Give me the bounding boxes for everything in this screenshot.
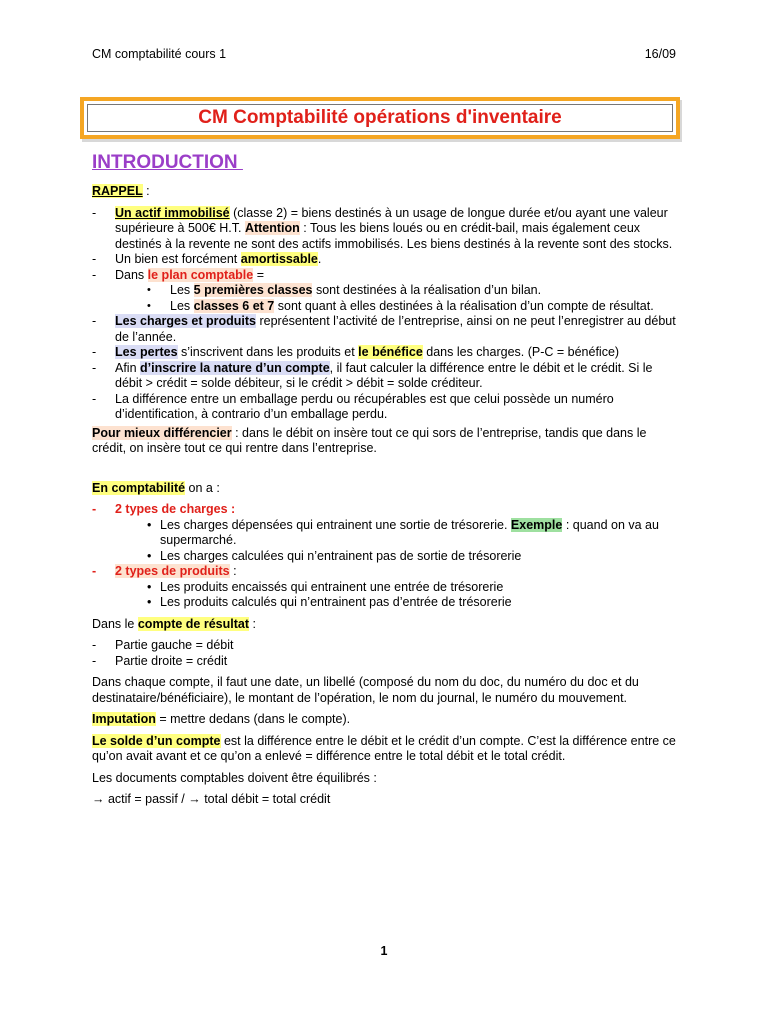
list-item-types-produits <box>92 564 682 580</box>
dash-marker: - <box>92 564 97 578</box>
term-en-comptabilite: En comptabilité <box>92 480 186 495</box>
text: Afin <box>115 360 141 375</box>
dash-marker: - <box>92 345 97 359</box>
text: s’inscrivent dans les produits et <box>177 345 359 359</box>
term-plan-comptable: le plan comptable <box>147 267 254 282</box>
page-header <box>92 47 676 65</box>
page-number: 1 <box>380 944 388 958</box>
text: , il faut calculer la différence entre le débit et le crédit. Si le débit > crédit = solde débiteur, si le crédit > débit = solde créditeur. <box>115 360 653 390</box>
text: . <box>317 252 322 266</box>
text: Les produits encaissés qui entrainent une entrée de trésorerie <box>160 579 504 594</box>
text: (classe 2) = biens destinés à un usage de longue durée et/ou ayant une valeur supérieure à 500€ H.T. <box>115 205 668 235</box>
bullet-item-classes5 <box>92 283 682 299</box>
list-item-amortissable <box>92 252 682 268</box>
introduction-heading: INTRODUCTION <box>92 152 243 173</box>
text: Les <box>170 298 194 313</box>
text: on a : <box>185 480 220 495</box>
text: est la différence entre le débit et le crédit d’un compte. C’est la différence entre ce qu’on avait avant et ce qu’on a enlevé = différence entre le total débit et le total crédit. <box>92 733 676 763</box>
text: : <box>229 564 237 578</box>
term-nature-compte: d’inscrire la nature d’un compte <box>140 360 330 375</box>
header-course-title: CM comptabilité cours 1 <box>92 47 227 61</box>
text: Les produits calculés qui n’entrainent pas d’entrée de trésorerie <box>160 595 512 609</box>
title-box <box>80 97 680 139</box>
list-item-plan <box>92 268 682 284</box>
text: Les charges dépensées qui entrainent une sortie de trésorerie. <box>160 517 511 532</box>
text: Un bien est forcément <box>115 252 241 266</box>
term-charges-produits: Les charges et produits <box>115 314 257 328</box>
dash-marker: - <box>92 502 97 516</box>
paragraph-imputation <box>92 712 682 728</box>
dash-marker: - <box>92 205 97 220</box>
dash-marker: - <box>92 638 97 652</box>
dash-marker: - <box>92 314 97 328</box>
term-differencier: Pour mieux différencier <box>92 425 232 440</box>
paragraph-differencier <box>92 426 682 457</box>
dash-marker: - <box>92 267 97 282</box>
list-item-gauche <box>92 638 682 654</box>
text: = mettre dedans (dans le compte). <box>155 712 351 726</box>
text: sont destinées à la réalisation d’un bilan. <box>312 283 542 297</box>
term-classes-6-7: classes 6 et 7 <box>193 298 275 313</box>
bullet-marker: • <box>147 517 152 532</box>
list-item-emballage <box>92 392 682 423</box>
list-item-types-charges <box>92 502 682 518</box>
text: Dans le <box>92 616 138 631</box>
text: : dans le débit on insère tout ce qui sors de l’entreprise, tandis que dans le crédit, on insère tout ce qui rentre dans l’entreprise. <box>92 425 647 455</box>
text: Dans <box>115 267 148 282</box>
text: dans les charges. (P-C = bénéfice) <box>422 345 620 359</box>
list-item-charges <box>92 314 682 345</box>
paragraph-chaque-compte: Dans chaque compte, il faut une date, un libellé (composé du nom du doc, du numéro du doc et du destinataire/bénéficiaire), le montant de l’opération, le nom du journal, le numéro du mouvement. <box>92 675 639 705</box>
text: : Tous les biens loués ou en crédit-bail, mais également ceux destinés à la revente ne sont des actifs immobilisés. Les biens destinés à la revente sont des stocks. <box>115 221 673 251</box>
bullet-item-classes67 <box>92 299 682 315</box>
term-benefice: le bénéfice <box>358 345 423 359</box>
text: : quand on va au supermarché. <box>160 517 659 547</box>
bullet-item-produit-calcule <box>92 595 682 611</box>
bullet-item-charge-calculee <box>92 549 682 565</box>
term-pertes: Les pertes <box>115 345 178 359</box>
paragraph-en-comptabilite <box>92 481 682 497</box>
paragraph-equation: → actif = passif / → total débit = total crédit <box>92 792 331 806</box>
document-title: CM Comptabilité opérations d'inventaire <box>87 104 673 132</box>
paragraph-solde <box>92 734 682 765</box>
dash-marker: - <box>92 252 97 266</box>
text: = <box>253 267 265 282</box>
text: La différence entre un emballage perdu ou récupérables est que celui possède un numéro d’identification, à contrario d’un emballage perdu. <box>115 391 614 421</box>
bullet-marker: • <box>147 595 152 609</box>
rappel-label: RAPPEL <box>92 184 143 198</box>
dash-marker: - <box>92 391 97 406</box>
term-types-charges: 2 types de charges : <box>115 502 236 516</box>
term-types-produits: 2 types de produits <box>115 564 230 578</box>
bullet-marker: • <box>147 579 152 594</box>
paragraph-compte-resultat <box>92 617 682 633</box>
text: Les <box>170 283 194 297</box>
term-actif: Un actif immobilisé <box>115 205 230 220</box>
term-5-classes: 5 premières classes <box>193 283 313 297</box>
list-item-droite <box>92 654 682 670</box>
text: : <box>249 616 256 631</box>
paragraph-documents: Les documents comptables doivent être équilibrés : <box>92 770 377 785</box>
text: Partie droite = crédit <box>115 653 228 668</box>
list-item-nature <box>92 361 682 392</box>
header-date: 16/09 <box>644 47 676 61</box>
bullet-marker: • <box>147 548 152 563</box>
rappel-suffix: : <box>142 184 150 198</box>
document-body <box>92 184 682 808</box>
term-compte-resultat: compte de résultat <box>137 616 249 631</box>
term-attention: Attention <box>244 221 300 235</box>
bullet-marker: • <box>147 299 151 312</box>
text: Partie gauche = débit <box>115 638 234 652</box>
term-imputation: Imputation <box>92 712 156 726</box>
dash-marker: - <box>92 653 97 668</box>
bullet-marker: • <box>147 284 151 296</box>
term-exemple: Exemple <box>510 517 563 532</box>
rappel-heading <box>92 184 682 200</box>
text: sont quant à elles destinées à la réalisation d’un compte de résultat. <box>274 298 654 313</box>
text: représentent l’activité de l’entreprise, ainsi on ne peut l’enregistrer au début de l’année. <box>115 314 676 344</box>
bullet-item-charge-depensee <box>92 518 682 549</box>
term-amortissable: amortissable <box>240 252 318 266</box>
list-item-pertes <box>92 345 682 361</box>
term-solde: Le solde d’un compte <box>92 733 221 748</box>
bullet-item-produit-encaisse <box>92 580 682 596</box>
dash-marker: - <box>92 360 97 375</box>
list-item-actif <box>92 206 682 253</box>
text: Les charges calculées qui n’entrainent pas de sortie de trésorerie <box>160 548 522 563</box>
